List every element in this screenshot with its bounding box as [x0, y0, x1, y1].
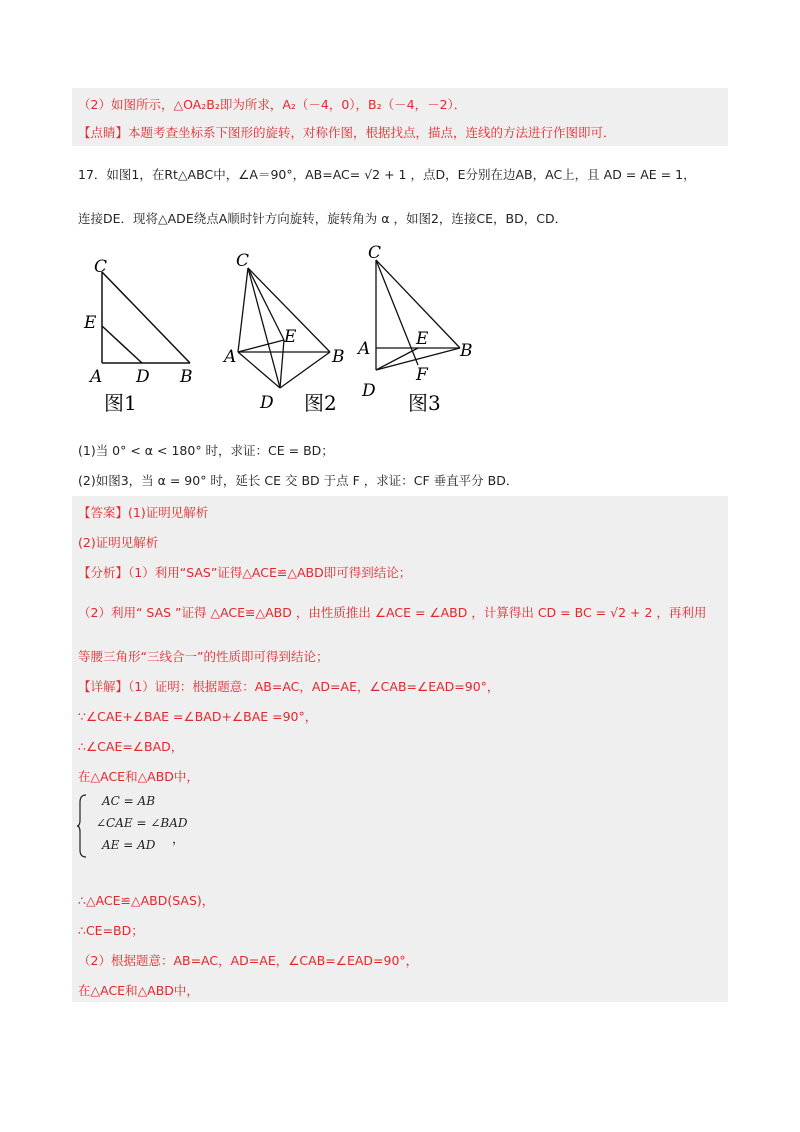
dianjing-tag: 【点睛】: [78, 125, 129, 140]
analysis-line-1: [78, 564, 411, 582]
fig1-label-e: E: [84, 313, 97, 333]
fig3-label-f: F: [416, 365, 428, 385]
detail-l1: （1）证明：根据题意：AB=AC，AD=AE，∠CAB=∠EAD=90°，: [128, 679, 500, 694]
system-row-1: AC = AB: [102, 794, 156, 808]
detail-l8: 在△ACE和△ABD中，: [78, 983, 199, 998]
question-1: (1)当 0° < α < 180° 时，求证：CE = BD；: [78, 443, 334, 458]
fig1-label-b: B: [180, 367, 193, 387]
analysis-p1: （1）利用“SAS”证得△ACE≌△ABD即可得到结论；: [128, 565, 412, 580]
detail-l6: ∴CE=BD；: [78, 923, 144, 938]
fig1-label-c: C: [94, 257, 108, 277]
question-2: (2)如图3，当 α = 90° 时，延长 CE 交 BD 于点 F ，求证：CF 垂直平分 BD．: [78, 473, 519, 488]
figure-3: [356, 238, 486, 418]
detail-l7: （2）根据题意：AB=AC，AD=AE，∠CAB=∠EAD=90°，: [78, 953, 419, 968]
fig1-caption: 图1: [104, 391, 137, 415]
answer-2: (2)证明见解析: [78, 535, 159, 550]
analysis-p3: 等腰三角形“三线合一”的性质即可得到结论；: [78, 649, 329, 664]
fig3-caption: 图3: [408, 391, 441, 415]
fig2-label-e: E: [284, 327, 297, 347]
analysis-p2: （2）利用“ SAS ”证得 △ACE≌△ABD ，由性质推出 ∠ACE = ∠ABD ，计算得出 CD = BC = √2 + 2 ，再利用: [78, 605, 707, 620]
fig3-label-e: E: [416, 329, 429, 349]
system-row-2: ∠CAE = ∠BAD: [96, 816, 188, 830]
answer-1: (1)证明见解析: [128, 505, 209, 520]
figure-1: [80, 250, 210, 420]
dianjing-text: 本题考查坐标系下图形的旋转，对称作图，根据找点，描点，连线的方法进行作图即可．: [128, 125, 616, 140]
detail-l2: ∵∠CAE+∠BAE =∠BAD+∠BAE =90°，: [78, 709, 318, 724]
analysis-tag: 【分析】: [78, 565, 129, 580]
detail-line-1: [78, 678, 499, 696]
answer-line-1: [78, 504, 208, 522]
fig2-label-a: A: [224, 347, 237, 367]
fig1-label-d: D: [136, 367, 150, 387]
fig3-label-b: B: [460, 341, 473, 361]
fig1-label-a: A: [90, 367, 103, 387]
fig2-label-b: B: [332, 347, 345, 367]
fig3-label-c: C: [368, 243, 382, 263]
fig2-label-c: C: [236, 251, 250, 271]
detail-l4: 在△ACE和△ABD中，: [78, 769, 199, 784]
problem-line-1: 17．如图1，在Rt△ABC中，∠A＝90°，AB=AC= √2 + 1 ，点D，E分别在边AB，AC上，且 AD = AE = 1，: [78, 167, 696, 182]
detail-l3: ∴∠CAE=∠BAD，: [78, 739, 184, 754]
figure-2: [222, 246, 352, 418]
answer-tag: 【答案】: [78, 505, 129, 520]
left-brace-icon: [76, 794, 90, 858]
fig2-label-d: D: [260, 393, 274, 413]
system-row-3: AE = AD: [102, 838, 156, 852]
equation-system: [76, 794, 188, 858]
problem-line-2: 连接DE．现将△ADE绕点A顺时针方向旋转，旋转角为 α ，如图2，连接CE，BD，CD．: [78, 211, 568, 226]
system-comma: ，: [172, 831, 185, 846]
fig2-caption: 图2: [304, 391, 337, 415]
fig3-label-a: A: [358, 339, 371, 359]
detail-l5: ∴△ACE≌△ABD(SAS)，: [78, 893, 215, 908]
detail-tag: 【详解】: [78, 679, 129, 694]
prev-dianjing-line: [78, 124, 616, 142]
prev-part2-text: （2）如图所示，△OA₂B₂即为所求，A₂（－4，0），B₂（－4，－2）．: [78, 97, 467, 112]
fig3-label-d: D: [362, 381, 376, 401]
